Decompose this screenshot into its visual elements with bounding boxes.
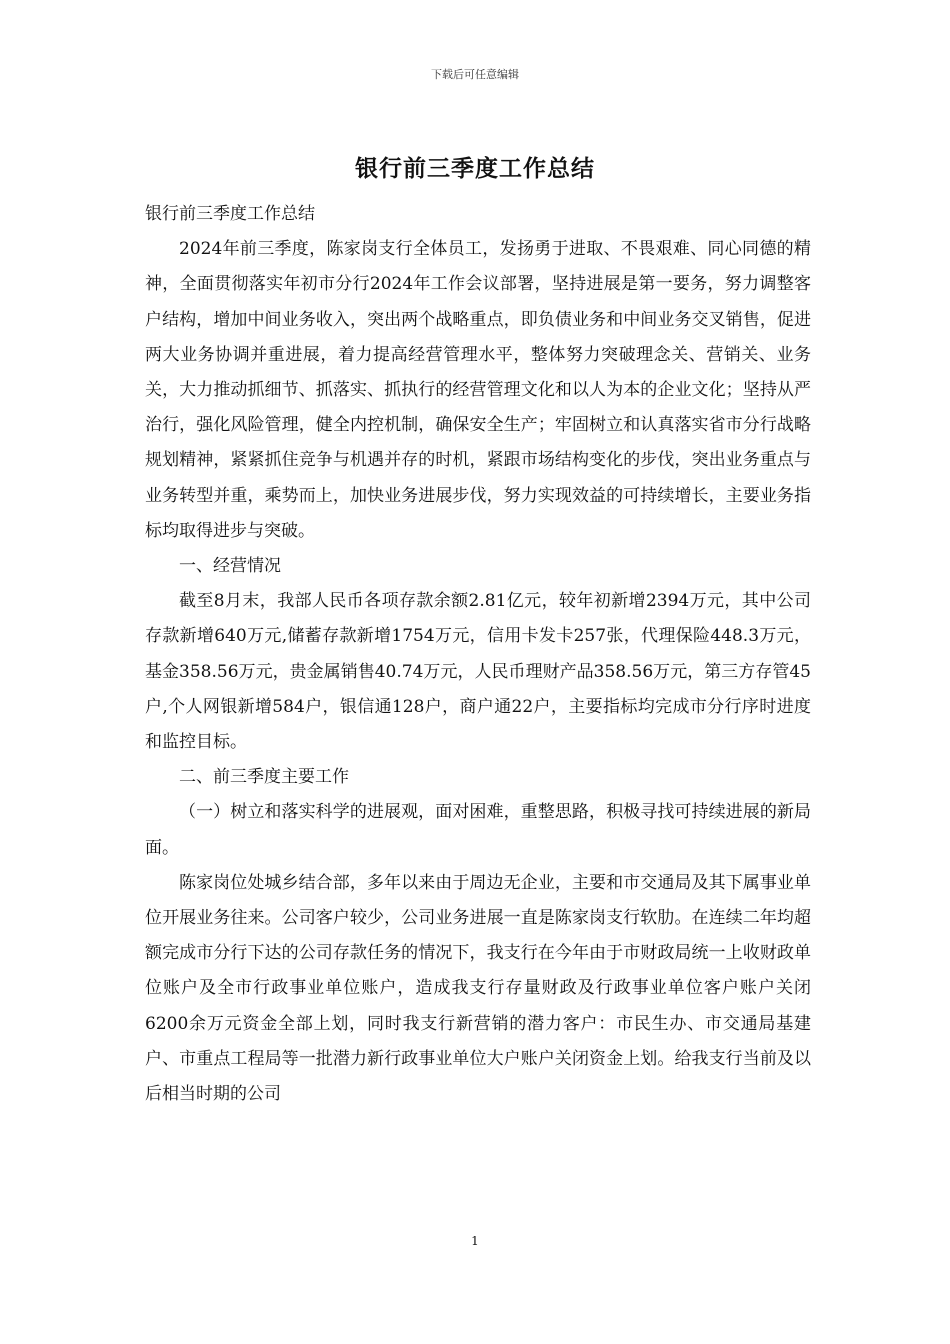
subsection-heading-1: （一）树立和落实科学的进展观，面对困难，重整思路，积极寻找可持续进展的新局面。 [145,802,811,858]
subtitle-paragraph: 银行前三季度工作总结 [145,204,315,224]
document-body [145,197,811,1112]
section-heading-operations: 一、经营情况 [179,556,281,577]
background-paragraph: 陈家岗位处城乡结合部，多年以来由于周边无企业，主要和市交通局及其下属事业单位开展业务往来。公司客户较少，公司业务进展一直是陈家岗支行软肋。在连续二年均超额完成市分行下达的公司存款任务的情况下，我支行在今年由于市财政局统一上收财政单位账户及全市行政事业单位账户，造成我支行存量财政及行政事业单位客户账户关闭6200余万元资金全部上划，同时我支行新营销的潜力客户：市民生办、市交通局基建户、市重点工程局等一批潜力新行政事业单位大户账户关闭资金上划。给我支行当前及以后相当时期的公司 [145,872,811,1105]
operations-paragraph: 截至8月末，我部人民币各项存款余额2.81亿元，较年初新增2394万元，其中公司存款新增640万元,储蓄存款新增1754万元，信用卡发卡257张，代理保险448.3万元，基金358.56万元，贵金属销售40.74万元，人民币理财产品358.56万元，第三方存管45户,个人网银新增584户，银信通128户，商户通22户，主要指标均完成市分行序时进度和监控目标。 [145,591,811,753]
header-note: 下载后可任意编辑 [431,68,519,81]
page-number: 1 [471,1234,479,1248]
section-heading-main-work: 二、前三季度主要工作 [179,767,349,788]
intro-paragraph: 2024年前三季度，陈家岗支行全体员工，发扬勇于进取、不畏艰难、同心同德的精神，全面贯彻落实年初市分行2024年工作会议部署，坚持进展是第一要务，努力调整客户结构，增加中间业务收入，突出两个战略重点，即负债业务和中间业务交叉销售，促进两大业务协调并重进展，着力提高经营管理水平，整体努力突破理念关、营销关、业务关，大力推动抓细节、抓落实、抓执行的经营管理文化和以人为本的企业文化；坚持从严治行，强化风险管理，健全内控机制，确保安全生产；牢固树立和认真落实省市分行战略规划精神，紧紧抓住竞争与机遇并存的时机，紧跟市场结构变化的步伐，突出业务重点与业务转型并重，乘势而上，加快业务进展步伐，努力实现效益的可持续增长，主要业务指标均取得进步与突破。 [145,239,811,541]
document-title: 银行前三季度工作总结 [355,156,595,182]
